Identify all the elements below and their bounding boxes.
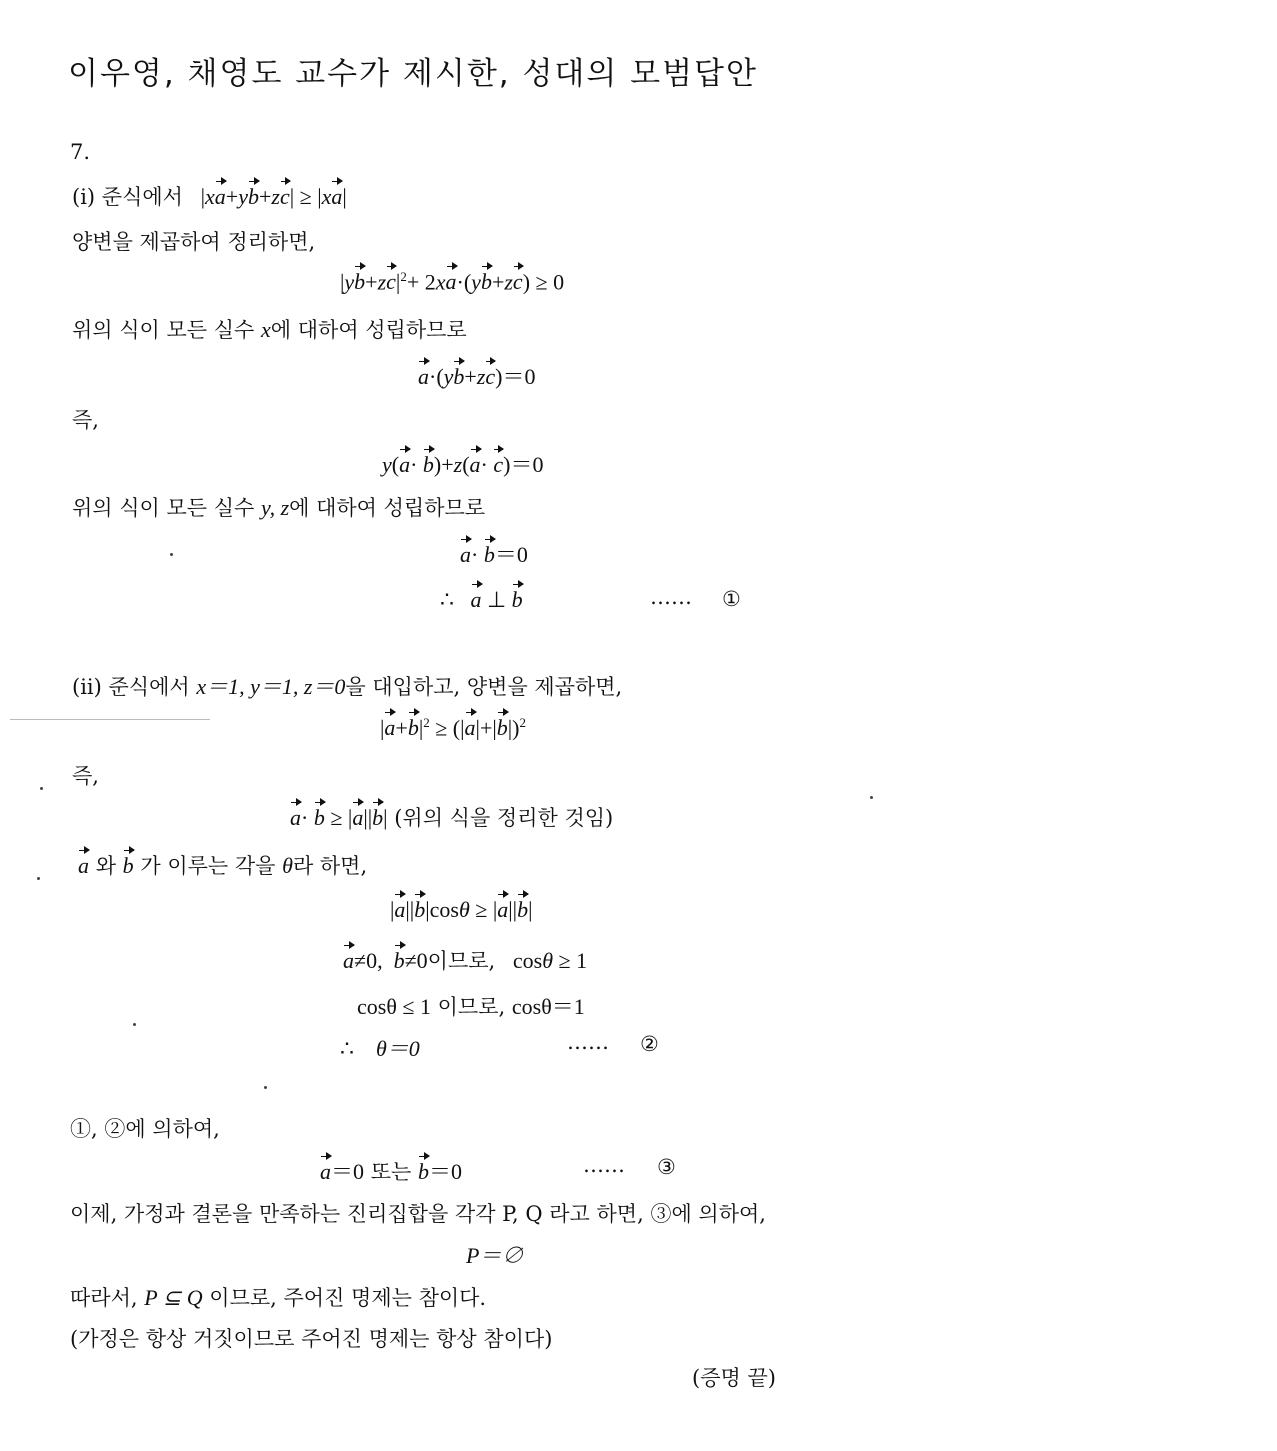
scan-speck	[133, 1023, 136, 1026]
equation-cos-bound: cosθ ≤ 1 이므로, cosθ＝1	[357, 994, 585, 1019]
angle-definition: a 와 b 가 이루는 각을 θ라 하면,	[78, 853, 368, 878]
scan-speck	[264, 1086, 267, 1089]
part1-step1: 양변을 제곱하여 정리하면,	[72, 230, 316, 254]
part2-dots: ……	[567, 1030, 609, 1054]
equation-dot-zero: a·(yb+zc)＝0	[418, 364, 536, 389]
equation-linear-combo: y(a· b)+z(a· c)＝0	[382, 452, 544, 477]
equation-cos-geq: |a||b|cosθ ≥ |a||b|	[390, 897, 533, 922]
scan-speck	[40, 787, 43, 790]
scan-artifact-line	[10, 719, 210, 720]
equation-dot-geq: a· b ≥ |a||b| (위의 식을 정리한 것임)	[290, 805, 614, 830]
proof-end: (증명 끝)	[692, 1366, 776, 1390]
part1-dots: ……	[650, 585, 692, 609]
part2-intro: (ii) 준식에서 x＝1, y＝1, z＝0을 대입하고, 양변을 제곱하면,	[72, 674, 623, 699]
problem-number: 7.	[70, 140, 91, 164]
equation-nonzero: a≠0, b≠0이므로, cosθ ≥ 1	[343, 948, 588, 973]
equation-ab-zero: a· b＝0	[460, 542, 528, 567]
equation-empty-set: P＝∅	[466, 1243, 524, 1268]
part1-step2: 위의 식이 모든 실수 x에 대하여 성립하므로	[72, 317, 467, 342]
part2-step1: 즉,	[72, 764, 99, 788]
equation-squared: $|a+b|^2 \ge (|a|+|b|)^2$	[380, 715, 526, 741]
part1-intro-label: (i) 준식에서	[72, 185, 183, 209]
scan-speck	[170, 553, 173, 556]
marker-3: ③	[657, 1155, 676, 1179]
part1-step4: 위의 식이 모든 실수 y, z에 대하여 성립하므로	[72, 495, 486, 520]
part3-line2: 이제, 가정과 결론을 만족하는 진리집합을 각각 P, Q 라고 하면, ③에 의하여,	[70, 1202, 766, 1226]
equation-expanded: $|yb+zc|^2+ 2xa\cdot(yb+zc) \ge 0$	[340, 269, 565, 295]
equation-theta-zero: ∴ θ＝0	[340, 1036, 420, 1061]
part3-line3: 따라서, P ⊆ Q 이므로, 주어진 명제는 참이다.	[70, 1285, 487, 1310]
part1-intro	[72, 181, 347, 211]
part3-dots: ……	[583, 1153, 625, 1177]
part3-intro: ①, ②에 의하여,	[70, 1117, 220, 1141]
part3-line4: (가정은 항상 거짓이므로 주어진 명제는 항상 참이다)	[70, 1327, 553, 1351]
part1-step3: 즉,	[72, 408, 99, 432]
marker-2: ②	[640, 1032, 659, 1056]
page-title: 이우영, 채영도 교수가 제시한, 성대의 모범답안	[68, 56, 758, 92]
equation-zero-vectors: a＝0 또는 b＝0	[320, 1159, 462, 1184]
marker-1: ①	[722, 587, 741, 611]
equation-perpendicular: ∴ a ⊥ b	[440, 587, 523, 612]
scan-speck	[37, 877, 40, 880]
equation-norm-inequality: |xa+yb+zc| ≥ |xa|	[189, 184, 347, 209]
scan-speck	[870, 796, 873, 799]
